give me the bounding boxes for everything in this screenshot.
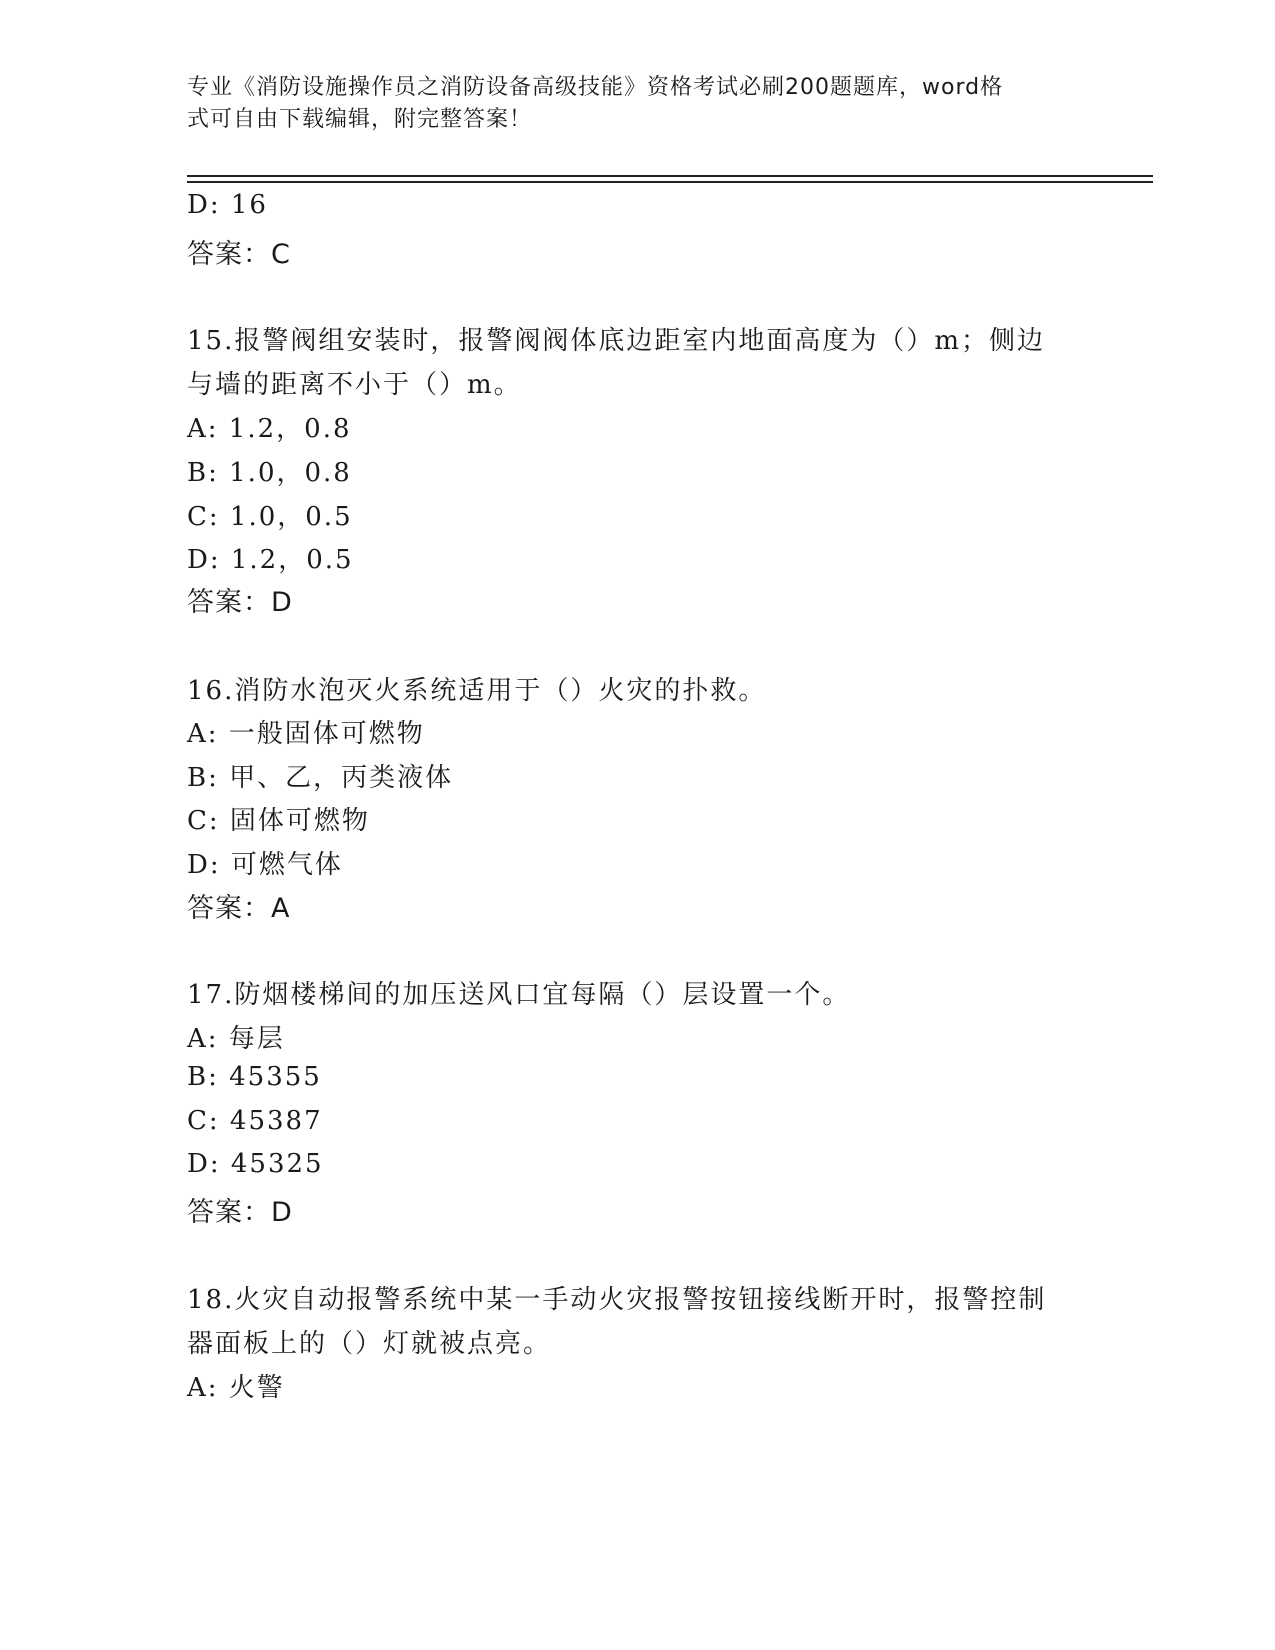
q15-option-d: D: 1.2，0.5	[187, 545, 354, 575]
header-line-1: 专业《消防设施操作员之消防设备高级技能》资格考试必刷200题题库，word格	[187, 75, 1004, 100]
q17-stem-line-1: 17.防烟楼梯间的加压送风口宜每隔（）层设置一个。	[187, 980, 851, 1010]
q17-answer: 答案：D	[187, 1197, 293, 1228]
q17-option-d: D: 45325	[187, 1149, 324, 1179]
q16-option-d: D: 可燃气体	[187, 850, 343, 880]
q16-option-c: C: 固体可燃物	[187, 806, 370, 836]
q18-stem-line-2: 器面板上的（）灯就被点亮。	[187, 1329, 552, 1359]
q16-stem-line-1: 16.消防水泡灭火系统适用于（）火灾的扑救。	[187, 676, 767, 706]
q14-option-d: D: 16	[187, 190, 268, 220]
q18-option-a: A: 火警	[187, 1373, 285, 1403]
q16-option-b: B: 甲、乙，丙类液体	[187, 763, 454, 793]
q18-stem-line-1: 18.火灾自动报警系统中某一手动火灾报警按钮接线断开时，报警控制	[187, 1285, 1047, 1315]
q15-option-a: A: 1.2，0.8	[187, 414, 352, 444]
q15-stem-line-1: 15.报警阀组安装时，报警阀阀体底边距室内地面高度为（）m；侧边	[187, 326, 1046, 356]
q17-option-b: B: 45355	[187, 1062, 322, 1092]
q15-answer: 答案：D	[187, 587, 293, 618]
header-rule-bottom	[187, 181, 1153, 183]
q17-option-c: C: 45387	[187, 1106, 323, 1136]
q15-stem-line-2: 与墙的距离不小于（）m。	[187, 370, 522, 400]
header-line-2: 式可自由下载编辑，附完整答案！	[187, 107, 533, 132]
q15-option-c: C: 1.0，0.5	[187, 502, 353, 532]
q17-option-a: A: 每层	[187, 1024, 285, 1054]
page-header	[187, 72, 1067, 136]
q16-option-a: A: 一般固体可燃物	[187, 719, 425, 749]
header-rule-top	[187, 175, 1153, 177]
q16-answer: 答案：A	[187, 893, 291, 924]
q15-option-b: B: 1.0，0.8	[187, 458, 352, 488]
q14-answer: 答案：C	[187, 239, 291, 270]
